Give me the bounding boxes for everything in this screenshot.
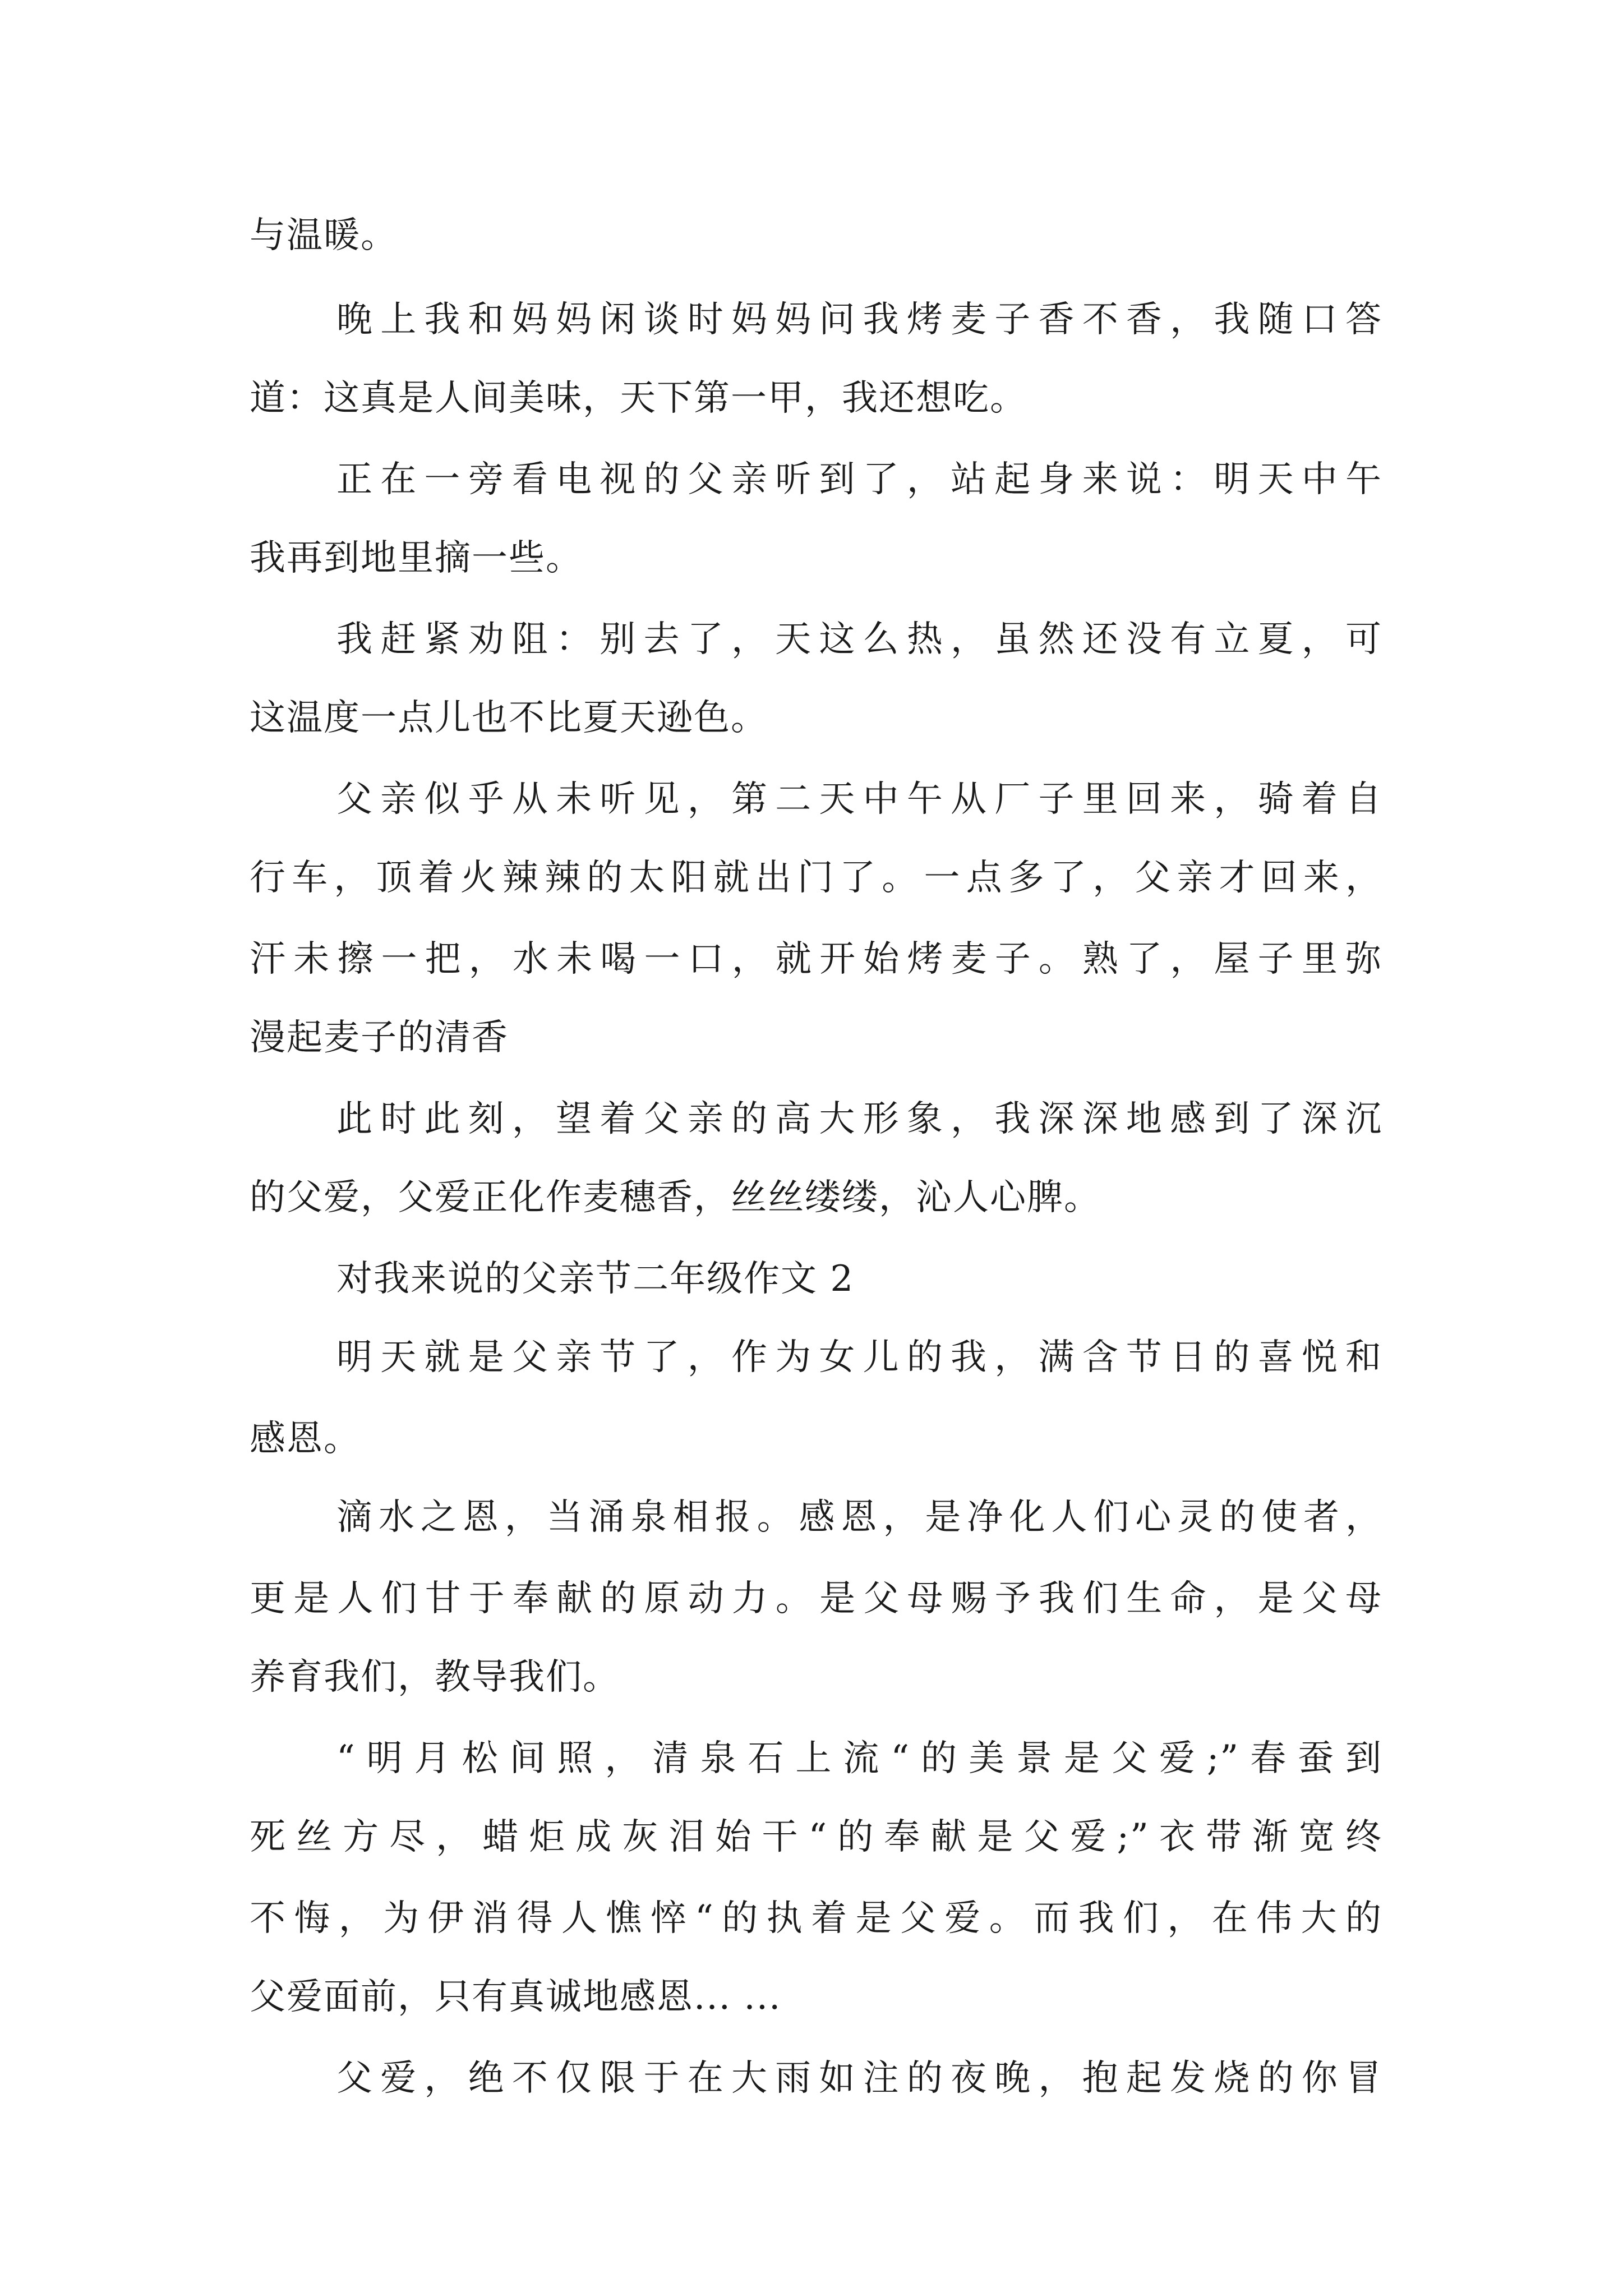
text-line-4: 正在一旁看电视的父亲听到了，站起身来说：明天中午 (336, 459, 1382, 500)
text-line-17: 滴水之恩，当涌泉相报。感恩，是净化人们心灵的使者， (336, 1497, 1382, 1538)
text-line-6: 我赶紧劝阻：别去了，天这么热，虽然还没有立夏，可 (336, 619, 1382, 660)
text-line-7: 这温度一点儿也不比夏天逊色。 (250, 697, 768, 739)
text-line-22: 不悔，为伊消得人憔悴“的执着是父爱。而我们，在伟大的 (250, 1898, 1382, 1939)
text-line-16: 感恩。 (250, 1418, 361, 1460)
text-line-3: 道：这真是人间美味，天下第一甲，我还想吃。 (250, 378, 1027, 419)
text-line-9: 行车，顶着火辣辣的太阳就出门了。一点多了，父亲才回来， (250, 857, 1382, 899)
text-line-8: 父亲似乎从未听见，第二天中午从厂子里回来，骑着自 (336, 779, 1382, 820)
text-line-13: 的父爱，父爱正化作麦穗香，丝丝缕缕，沁人心脾。 (250, 1177, 1101, 1218)
text-line-1: 与温暖。 (250, 215, 398, 256)
text-line-10: 汗未擦一把，水未喝一口，就开始烤麦子。熟了，屋子里弥 (250, 938, 1382, 980)
text-line-5: 我再到地里摘一些。 (250, 537, 583, 579)
text-line-19: 养育我们，教导我们。 (250, 1657, 620, 1698)
text-line-23: 父爱面前，只有真诚地感恩... ... (250, 1976, 782, 2018)
text-line-12: 此时此刻，望着父亲的高大形象，我深深地感到了深沉 (336, 1098, 1382, 1140)
text-line-20: “明月松间照，清泉石上流“的美景是父爱;”春蚕到 (336, 1738, 1382, 1779)
text-line-11: 漫起麦子的清香 (250, 1017, 509, 1059)
text-line-15: 明天就是父亲节了，作为女儿的我，满含节日的喜悦和 (336, 1337, 1382, 1378)
text-line-21: 死丝方尽，蜡炬成灰泪始干“的奉献是父爱;”衣带渐宽终 (250, 1816, 1382, 1858)
text-line-2: 晚上我和妈妈闲谈时妈妈问我烤麦子香不香，我随口答 (336, 299, 1382, 341)
text-line-18: 更是人们甘于奉献的原动力。是父母赐予我们生命，是父母 (250, 1578, 1382, 1619)
section-heading: 对我来说的父亲节二年级作文 2 (336, 1258, 855, 1300)
text-line-24: 父爱，绝不仅限于在大雨如注的夜晚，抱起发烧的你冒 (336, 2058, 1382, 2099)
